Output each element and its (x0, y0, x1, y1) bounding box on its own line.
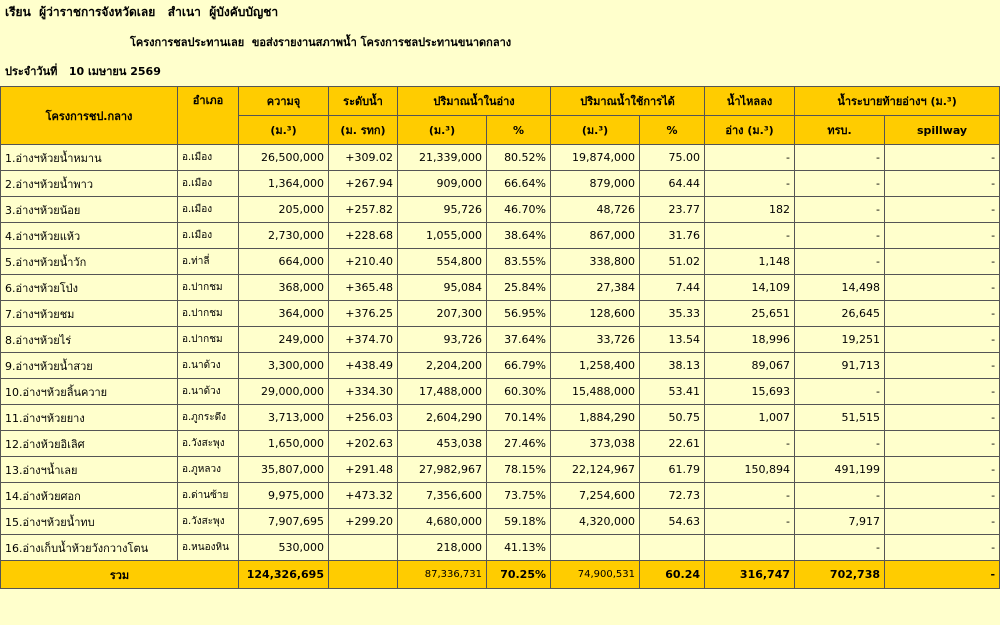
row-inflow: 1,148 (705, 249, 795, 275)
row-inflow: - (705, 483, 795, 509)
reservoir-table (0, 86, 1000, 589)
row-release-spill: - (885, 249, 1000, 275)
row-release-spill: - (885, 457, 1000, 483)
row-usable: 1,884,290 (551, 405, 640, 431)
row-usable-pct: 7.44 (640, 275, 705, 301)
row-storage: 453,038 (398, 431, 487, 457)
col-level-unit: (ม. รทก) (329, 116, 398, 145)
row-inflow: 25,651 (705, 301, 795, 327)
row-usable: 338,800 (551, 249, 640, 275)
total-usable: 74,900,531 (551, 561, 640, 589)
row-inflow: 15,693 (705, 379, 795, 405)
row-storage-pct: 66.79% (487, 353, 551, 379)
col-usable: ปริมาณน้ำใช้การได้ (551, 87, 705, 116)
row-storage: 4,680,000 (398, 509, 487, 535)
row-capacity: 7,907,695 (239, 509, 329, 535)
row-district: อ.เมือง (178, 197, 239, 223)
row-name: 8.อ่างฯห้วยไร่ (1, 327, 178, 353)
row-district: อ.ปากชม (178, 275, 239, 301)
col-release-spill: spillway (885, 116, 1000, 145)
row-storage: 27,982,967 (398, 457, 487, 483)
row-storage-pct: 66.64% (487, 171, 551, 197)
row-usable: 15,488,000 (551, 379, 640, 405)
row-usable: 48,726 (551, 197, 640, 223)
row-district: อ.หนองหิน (178, 535, 239, 561)
row-release-tro: 14,498 (795, 275, 885, 301)
row-level: +202.63 (329, 431, 398, 457)
table-row (1, 353, 1000, 379)
row-storage: 1,055,000 (398, 223, 487, 249)
row-inflow: 14,109 (705, 275, 795, 301)
row-inflow: 1,007 (705, 405, 795, 431)
row-level: +256.03 (329, 405, 398, 431)
row-name: 11.อ่างฯห้วยยาง (1, 405, 178, 431)
row-district: อ.ท่าลี่ (178, 249, 239, 275)
row-name: 10.อ่างฯห้วยลิ้นควาย (1, 379, 178, 405)
row-name: 9.อ่างฯห้วยน้ำสวย (1, 353, 178, 379)
row-usable-pct: 51.02 (640, 249, 705, 275)
row-district: อ.ภูกระดึง (178, 405, 239, 431)
row-usable-pct: 38.13 (640, 353, 705, 379)
total-label: รวม (1, 561, 239, 589)
row-storage: 7,356,600 (398, 483, 487, 509)
table-row (1, 223, 1000, 249)
row-storage-pct: 41.13% (487, 535, 551, 561)
row-name: 15.อ่างฯห้วยน้ำทบ (1, 509, 178, 535)
row-usable-pct: 75.00 (640, 145, 705, 171)
row-level: +257.82 (329, 197, 398, 223)
row-level: +438.49 (329, 353, 398, 379)
row-inflow: 18,996 (705, 327, 795, 353)
row-inflow: 182 (705, 197, 795, 223)
row-release-tro: - (795, 197, 885, 223)
row-name: 6.อ่างฯห้วยโป่ง (1, 275, 178, 301)
row-storage: 207,300 (398, 301, 487, 327)
row-level: +473.32 (329, 483, 398, 509)
row-usable-pct: 50.75 (640, 405, 705, 431)
report-date: ประจำวันที่ 10 เมษายน 2569 (5, 65, 161, 78)
row-release-tro: 7,917 (795, 509, 885, 535)
row-level: +334.30 (329, 379, 398, 405)
table-row (1, 431, 1000, 457)
row-level: +299.20 (329, 509, 398, 535)
row-storage: 17,488,000 (398, 379, 487, 405)
row-capacity: 1,650,000 (239, 431, 329, 457)
row-release-tro: 26,645 (795, 301, 885, 327)
col-storage: ปริมาณน้ำในอ่าง (398, 87, 551, 116)
row-capacity: 26,500,000 (239, 145, 329, 171)
row-inflow: 150,894 (705, 457, 795, 483)
row-capacity: 530,000 (239, 535, 329, 561)
row-usable: 879,000 (551, 171, 640, 197)
row-storage-pct: 56.95% (487, 301, 551, 327)
row-release-spill: - (885, 535, 1000, 561)
row-level (329, 535, 398, 561)
row-usable: 4,320,000 (551, 509, 640, 535)
row-release-tro: - (795, 171, 885, 197)
row-release-spill: - (885, 145, 1000, 171)
row-usable-pct (640, 535, 705, 561)
col-inflow: น้ำไหลลง (705, 87, 795, 116)
row-storage-pct: 46.70% (487, 197, 551, 223)
row-inflow: - (705, 171, 795, 197)
row-level: +309.02 (329, 145, 398, 171)
table-row (1, 483, 1000, 509)
row-usable-pct: 54.63 (640, 509, 705, 535)
row-release-tro: 19,251 (795, 327, 885, 353)
row-capacity: 249,000 (239, 327, 329, 353)
row-storage-pct: 78.15% (487, 457, 551, 483)
table-row (1, 457, 1000, 483)
row-usable (551, 535, 640, 561)
row-storage: 93,726 (398, 327, 487, 353)
row-release-tro: - (795, 379, 885, 405)
row-level: +365.48 (329, 275, 398, 301)
row-release-tro: 91,713 (795, 353, 885, 379)
row-usable: 373,038 (551, 431, 640, 457)
total-capacity: 124,326,695 (239, 561, 329, 589)
row-capacity: 9,975,000 (239, 483, 329, 509)
row-release-spill: - (885, 353, 1000, 379)
row-usable: 7,254,600 (551, 483, 640, 509)
row-usable: 33,726 (551, 327, 640, 353)
row-name: 7.อ่างฯห้วยชม (1, 301, 178, 327)
col-project: โครงการชป.กลาง (1, 87, 178, 145)
header-row-1 (1, 87, 1000, 116)
row-release-tro: - (795, 145, 885, 171)
row-district: อ.เมือง (178, 171, 239, 197)
row-storage: 95,084 (398, 275, 487, 301)
col-inflow-unit: อ่าง (ม.³) (705, 116, 795, 145)
row-district: อ.นาด้วง (178, 353, 239, 379)
row-storage-pct: 70.14% (487, 405, 551, 431)
row-inflow: - (705, 223, 795, 249)
col-release-tro: ทรบ. (795, 116, 885, 145)
row-storage: 95,726 (398, 197, 487, 223)
row-usable-pct: 53.41 (640, 379, 705, 405)
total-row (1, 561, 1000, 589)
row-release-tro: - (795, 483, 885, 509)
row-release-tro: 51,515 (795, 405, 885, 431)
row-inflow: 89,067 (705, 353, 795, 379)
row-inflow: - (705, 509, 795, 535)
col-level: ระดับน้ำ (329, 87, 398, 116)
row-storage-pct: 60.30% (487, 379, 551, 405)
total-storage-pct: 70.25% (487, 561, 551, 589)
row-name: 2.อ่างฯห้วยน้ำพาว (1, 171, 178, 197)
row-level: +291.48 (329, 457, 398, 483)
row-level: +228.68 (329, 223, 398, 249)
row-release-spill: - (885, 275, 1000, 301)
row-name: 4.อ่างฯห้วยแห้ว (1, 223, 178, 249)
row-storage: 2,604,290 (398, 405, 487, 431)
row-district: อ.ภูหลวง (178, 457, 239, 483)
col-storage-pct: % (487, 116, 551, 145)
row-release-spill: - (885, 431, 1000, 457)
row-name: 1.อ่างฯห้วยน้ำหมาน (1, 145, 178, 171)
row-storage-pct: 83.55% (487, 249, 551, 275)
row-district: อ.นาด้วง (178, 379, 239, 405)
row-name: 12.อ่างห้วยอิเลิศ (1, 431, 178, 457)
row-level: +374.70 (329, 327, 398, 353)
report-subject: โครงการชลประทานเลย ขอส่งรายงานสภาพน้ำ โครงการชลประทานขนาดกลาง (130, 36, 512, 49)
row-release-spill: - (885, 171, 1000, 197)
total-inflow: 316,747 (705, 561, 795, 589)
row-name: 14.อ่างห้วยศอก (1, 483, 178, 509)
row-district: อ.วังสะพุง (178, 431, 239, 457)
row-capacity: 664,000 (239, 249, 329, 275)
row-storage-pct: 25.84% (487, 275, 551, 301)
row-name: 16.อ่างเก็บน้ำห้วยวังกวางโตน (1, 535, 178, 561)
table-row (1, 509, 1000, 535)
row-storage: 218,000 (398, 535, 487, 561)
table-row (1, 171, 1000, 197)
row-usable: 22,124,967 (551, 457, 640, 483)
row-storage: 909,000 (398, 171, 487, 197)
row-usable-pct: 35.33 (640, 301, 705, 327)
table-row (1, 379, 1000, 405)
row-release-tro: - (795, 223, 885, 249)
row-release-tro: - (795, 535, 885, 561)
row-inflow: - (705, 145, 795, 171)
col-usable-pct: % (640, 116, 705, 145)
row-usable: 27,384 (551, 275, 640, 301)
total-level (329, 561, 398, 589)
row-name: 5.อ่างฯห้วยน้ำวัก (1, 249, 178, 275)
row-district: อ.ปากชม (178, 301, 239, 327)
row-release-spill: - (885, 483, 1000, 509)
total-release-tro: 702,738 (795, 561, 885, 589)
row-usable-pct: 23.77 (640, 197, 705, 223)
table-row (1, 535, 1000, 561)
table-row (1, 405, 1000, 431)
col-capacity-unit: (ม.³) (239, 116, 329, 145)
row-release-tro: - (795, 249, 885, 275)
row-name: 13.อ่างฯน้ำเลย (1, 457, 178, 483)
row-usable-pct: 72.73 (640, 483, 705, 509)
row-storage-pct: 37.64% (487, 327, 551, 353)
row-level: +210.40 (329, 249, 398, 275)
row-storage-pct: 38.64% (487, 223, 551, 249)
row-capacity: 364,000 (239, 301, 329, 327)
total-release-spill: - (885, 561, 1000, 589)
addressee-line: เรียน ผู้ว่าราชการจังหวัดเลย สำเนา ผู้บังคับบัญชา (5, 5, 279, 19)
row-storage: 21,339,000 (398, 145, 487, 171)
row-usable: 867,000 (551, 223, 640, 249)
row-capacity: 1,364,000 (239, 171, 329, 197)
row-storage-pct: 27.46% (487, 431, 551, 457)
col-district: อำเภอ (178, 87, 239, 145)
row-capacity: 29,000,000 (239, 379, 329, 405)
row-district: อ.ปากชม (178, 327, 239, 353)
row-usable: 19,874,000 (551, 145, 640, 171)
table-row (1, 249, 1000, 275)
row-usable-pct: 31.76 (640, 223, 705, 249)
row-release-spill: - (885, 301, 1000, 327)
col-capacity: ความจุ (239, 87, 329, 116)
row-usable-pct: 22.61 (640, 431, 705, 457)
table-row (1, 145, 1000, 171)
row-district: อ.วังสะพุง (178, 509, 239, 535)
table-row (1, 301, 1000, 327)
row-release-spill: - (885, 197, 1000, 223)
row-usable-pct: 61.79 (640, 457, 705, 483)
row-release-spill: - (885, 379, 1000, 405)
row-capacity: 2,730,000 (239, 223, 329, 249)
row-release-spill: - (885, 509, 1000, 535)
row-inflow (705, 535, 795, 561)
col-release: น้ำระบายท้ายอ่างฯ (ม.³) (795, 87, 1000, 116)
row-release-tro: 491,199 (795, 457, 885, 483)
row-capacity: 205,000 (239, 197, 329, 223)
row-storage-pct: 59.18% (487, 509, 551, 535)
row-inflow: - (705, 431, 795, 457)
row-name: 3.อ่างฯห้วยน้อย (1, 197, 178, 223)
row-district: อ.เมือง (178, 223, 239, 249)
table-row (1, 275, 1000, 301)
row-storage-pct: 73.75% (487, 483, 551, 509)
row-release-spill: - (885, 327, 1000, 353)
row-usable: 128,600 (551, 301, 640, 327)
total-usable-pct: 60.24 (640, 561, 705, 589)
row-capacity: 3,300,000 (239, 353, 329, 379)
total-storage: 87,336,731 (398, 561, 487, 589)
row-district: อ.ด่านซ้าย (178, 483, 239, 509)
row-storage: 554,800 (398, 249, 487, 275)
row-storage: 2,204,200 (398, 353, 487, 379)
row-usable: 1,258,400 (551, 353, 640, 379)
table-row (1, 197, 1000, 223)
table-row (1, 327, 1000, 353)
row-release-spill: - (885, 223, 1000, 249)
row-release-spill: - (885, 405, 1000, 431)
row-capacity: 3,713,000 (239, 405, 329, 431)
row-district: อ.เมือง (178, 145, 239, 171)
row-release-tro: - (795, 431, 885, 457)
row-storage-pct: 80.52% (487, 145, 551, 171)
row-capacity: 368,000 (239, 275, 329, 301)
col-usable-unit: (ม.³) (551, 116, 640, 145)
row-level: +267.94 (329, 171, 398, 197)
col-storage-unit: (ม.³) (398, 116, 487, 145)
row-capacity: 35,807,000 (239, 457, 329, 483)
row-usable-pct: 64.44 (640, 171, 705, 197)
row-usable-pct: 13.54 (640, 327, 705, 353)
row-level: +376.25 (329, 301, 398, 327)
